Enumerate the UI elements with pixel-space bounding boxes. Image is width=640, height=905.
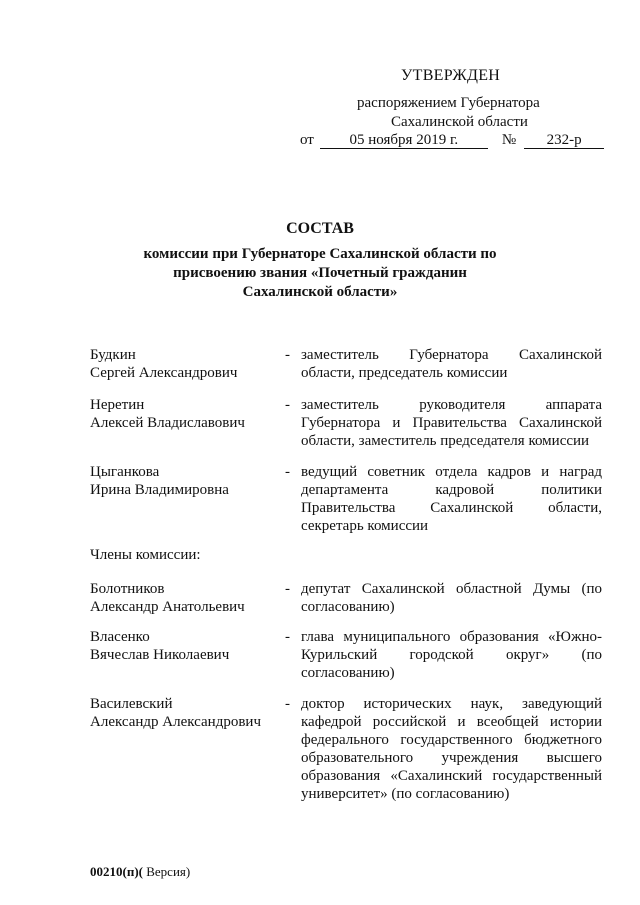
member-name (90, 580, 245, 616)
member-name (90, 463, 229, 499)
member-given-names: Александр Анатольевич (90, 599, 245, 615)
member-surname: Болотников (90, 581, 165, 597)
document-footer-code (90, 864, 190, 880)
dash-separator: - (285, 629, 290, 645)
member-given-names: Александр Александрович (90, 714, 261, 730)
member-surname: Василевский (90, 696, 173, 712)
decree-date: 05 ноября 2019 г. (320, 133, 488, 149)
dash-separator: - (285, 581, 290, 597)
member-surname: Цыганкова (90, 464, 160, 480)
member-given-names: Вячеслав Николаевич (90, 647, 230, 663)
member-surname: Неретин (90, 397, 145, 413)
member-role: ведущий советник отдела кадров и наград департамента кадровой политики Правительства Сахалинской области, секретарь комиссии (301, 464, 602, 534)
member-name (90, 346, 237, 382)
approval-authority: распоряжением Губернатора (357, 95, 540, 111)
document-title: СОСТАВ (286, 220, 354, 237)
dash-separator: - (285, 347, 290, 363)
document-subtitle-line-3: Сахалинской области» (242, 284, 398, 300)
dash-separator: - (285, 696, 290, 712)
member-role: заместитель руководителя аппарата Губернатора и Правительства Сахалинской области, заместитель председателя комиссии (301, 397, 602, 449)
member-surname: Власенко (90, 629, 150, 645)
decree-from-label: от (300, 132, 314, 148)
document-subtitle-line-1: комиссии при Губернаторе Сахалинской области по (143, 246, 497, 262)
dash-separator: - (285, 464, 290, 480)
member-given-names: Сергей Александрович (90, 365, 238, 381)
member-name (90, 695, 261, 731)
member-name (90, 396, 245, 432)
approval-title: УТВЕРЖДЕН (401, 67, 501, 84)
footer-version: Версия) (142, 864, 191, 879)
member-role: доктор исторических наук, заведующий кафедрой российской и всеобщей истории федерального государственного бюджетного образовательного учреждения высшего образования «Сахалинский государственный университет» (по согласованию) (301, 696, 602, 802)
member-surname: Будкин (90, 347, 136, 363)
member-given-names: Алексей Владиславович (90, 415, 245, 431)
decree-reference (300, 132, 604, 149)
member-role: глава муниципального образования «Южно-Курильский городской округ» (по согласованию) (301, 629, 602, 681)
member-name (90, 628, 229, 664)
decree-number-label: № (501, 132, 517, 148)
footer-code: 00210(п)( (90, 864, 143, 879)
members-section-label: Члены комиссии: (90, 547, 201, 563)
dash-separator: - (285, 397, 290, 413)
member-role: депутат Сахалинской областной Думы (по согласованию) (301, 581, 602, 615)
member-role: заместитель Губернатора Сахалинской области, председатель комиссии (301, 347, 602, 381)
document-subtitle-line-2: присвоению звания «Почетный гражданин (173, 265, 467, 281)
approval-region: Сахалинской области (391, 114, 528, 130)
decree-number: 232-р (524, 133, 604, 149)
member-given-names: Ирина Владимировна (90, 482, 229, 498)
